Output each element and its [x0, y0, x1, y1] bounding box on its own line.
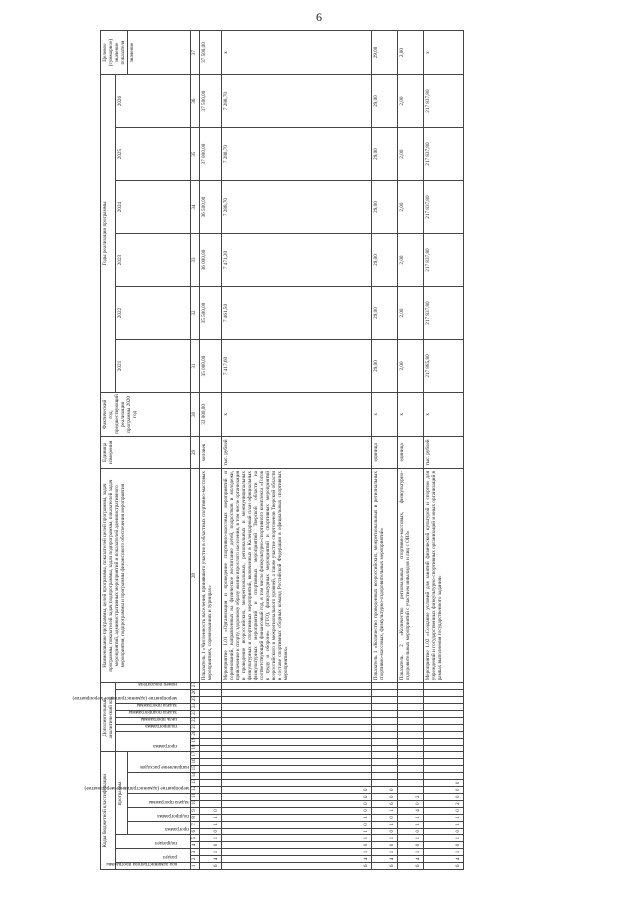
code-digit-cell: 6: [398, 863, 424, 870]
code-digit-cell: 1: [372, 807, 398, 814]
row-year-value: 7 471,20: [222, 234, 372, 287]
column-number: 9: [191, 807, 200, 814]
code-digit-cell: [222, 773, 372, 780]
row-target-value: 37 500,00: [200, 31, 222, 75]
code-digit-cell: [398, 759, 424, 766]
column-number: 7: [191, 821, 200, 828]
code-digit-cell: 1: [398, 835, 424, 842]
code-digit-cell: 0: [222, 787, 372, 794]
code-digit-cell: 0: [424, 787, 464, 794]
code-digit-cell: 0: [372, 842, 398, 849]
column-number: 20: [191, 731, 200, 738]
column-number: 27: [191, 683, 200, 690]
code-digit-cell: 4: [424, 856, 464, 863]
code-digit-cell: 1: [372, 849, 398, 856]
table-row: [222, 31, 372, 870]
code-digit-cell: 1: [424, 814, 464, 821]
row-year-value: 2,00: [398, 340, 424, 393]
column-number: 4: [191, 842, 200, 849]
row-unit: тыс. рублей: [424, 436, 464, 468]
column-number: 2: [191, 856, 200, 863]
code-digit-cell: [200, 800, 222, 807]
code-digit-cell: 4: [200, 856, 222, 863]
value-header: значение: [128, 31, 191, 75]
row-year-value: 7 417,60: [222, 340, 372, 393]
code-digit-cell: 0: [398, 800, 424, 807]
code-digit-cell: [424, 759, 464, 766]
row-year-value: 7 288,70: [222, 181, 372, 234]
program-table: [72, 30, 464, 870]
year-5-header: 2025: [116, 128, 191, 181]
code-digit-cell: [398, 711, 424, 718]
code-digit-cell: 0: [200, 842, 222, 849]
code-digit-cell: 0: [222, 800, 372, 807]
code-digit-cell: [424, 717, 464, 724]
code-digit-cell: [372, 745, 398, 752]
code-digit-cell: [372, 697, 398, 704]
row-year-value: 217 885,80: [424, 340, 464, 393]
row-year-value: 217 837,80: [424, 181, 464, 234]
code-digit-cell: [372, 717, 398, 724]
code-digit-cell: 0: [222, 807, 372, 814]
row-year-value: 29,00: [372, 181, 398, 234]
code-digit-cell: 2: [398, 794, 424, 801]
code-digit-cell: [222, 780, 372, 787]
budget-codes-header: Коды бюджетной классификации: [101, 752, 116, 870]
code-digit-cell: [222, 731, 372, 738]
sub2-header: подпрограмма: [145, 722, 177, 729]
code-digit-cell: 0: [398, 842, 424, 849]
row-year-value: 37 000,00: [200, 128, 222, 181]
code-digit-cell: 1: [424, 835, 464, 842]
row-base-value: 33 000,00: [200, 392, 222, 436]
row-name: Мероприятие 1.02 «Создание условий для занятий физической культурой и спортом для учреждений и государственных физкультурно-спортивных организаций и иных организаций в рамках выполнения государственного задания»: [424, 469, 464, 683]
name-header: Наименование программы, целей программы, показателей целей программы, задач программы, показателей задач подпрограммы, задач подпрограммы, показателей задач мероприятий, административных мероприятий и показателей административного мероприятия, подпрограммы и программы финансового обеспечения мероприятия: [101, 469, 191, 683]
code-digit-cell: [222, 752, 372, 759]
year-3-header: 2023: [116, 234, 191, 287]
code-digit-cell: [424, 738, 464, 745]
row-year-value: 29,00: [372, 287, 398, 340]
year-1-header: 2021: [116, 340, 191, 393]
code-digit-cell: 0: [424, 780, 464, 787]
code-digit-cell: [424, 683, 464, 690]
code-digit-cell: [398, 752, 424, 759]
code-digit-cell: 1: [200, 849, 222, 856]
admin-code-header: код администратора программы: [106, 861, 177, 867]
code-digit-cell: [398, 724, 424, 731]
column-number: 5: [191, 835, 200, 842]
code-digit-cell: [372, 724, 398, 731]
table-row: [372, 31, 398, 870]
row-year-value: 217 837,80: [424, 128, 464, 181]
row-year-value: 7 288,70: [222, 128, 372, 181]
code-digit-cell: [398, 690, 424, 697]
taskprog-header: задача подпрограммы: [128, 708, 177, 715]
code-digit-cell: [398, 683, 424, 690]
row-year-value: 2,00: [398, 234, 424, 287]
subprogram-code-header: подпрограмма: [157, 812, 189, 819]
code-digit-cell: [398, 745, 424, 752]
code-digit-cell: [200, 794, 222, 801]
code-digit-cell: [222, 738, 372, 745]
column-number: 19: [191, 738, 200, 745]
column-number: 34: [191, 181, 200, 234]
column-number: 21: [191, 724, 200, 731]
row-year-value: 2,00: [398, 75, 424, 128]
code-digit-cell: 1: [398, 821, 424, 828]
code-digit-cell: [200, 697, 222, 704]
code-digit-cell: 0: [372, 794, 398, 801]
unit-header: Единица измерения: [101, 436, 191, 468]
code-digit-cell: [372, 766, 398, 773]
row-name: Мероприятие 1.01 «Организация и проведение спортивно-массовых мероприятий и соревнований, направленных на физическое воспитание детей, подростков и молодежи, привлечение к спорту, здоровому образу жизни взрослого населения, в том числе организация и проведение всероссийских, межрегиональных, региональных и межмуниципальных физкультурных и спортивных мероприятий, включенных в Календарный план официальных физкультурных мероприятий и спортивных мероприятий Тверской области на соответствующий финансовый год, в том числе физкультурно-спортивного комплекса «Готов к труду и обороне» (ГТО), физкультурных мероприятий и спортивных мероприятий всероссийского и межрегионального уровней, а также участие спортсменов Тверской области в составе спортивных сборных команд Российской Федерации в официальных спортивных мероприятиях»: [222, 469, 372, 683]
code-digit-cell: [372, 759, 398, 766]
code-digit-cell: 6: [222, 863, 372, 870]
code-digit-cell: [398, 738, 424, 745]
table-row: [200, 31, 222, 870]
column-number: 8: [191, 814, 200, 821]
code-digit-cell: 0: [424, 828, 464, 835]
row-target-value: x: [424, 31, 464, 75]
row-year-value: 29,00: [372, 128, 398, 181]
row-base-value: x: [222, 392, 372, 436]
column-number: 18: [191, 745, 200, 752]
row-year-value: 7 461,50: [222, 287, 372, 340]
code-digit-cell: 6: [372, 800, 398, 807]
column-number: 6: [191, 828, 200, 835]
code-digit-cell: 1: [398, 814, 424, 821]
column-number: 17: [191, 752, 200, 759]
code-digit-cell: 1: [222, 814, 372, 821]
row-base-value: x: [424, 392, 464, 436]
code-digit-cell: [398, 766, 424, 773]
code-digit-cell: [372, 752, 398, 759]
code-digit-cell: [424, 731, 464, 738]
code-digit-cell: [372, 731, 398, 738]
code-digit-cell: 0: [372, 828, 398, 835]
code-digit-cell: 1: [222, 835, 372, 842]
row-unit: человек: [200, 436, 222, 468]
code-digit-cell: [398, 787, 424, 794]
code-digit-cell: [398, 780, 424, 787]
year-6-header: 2026: [116, 75, 191, 128]
target-value-header: Целевое (суммарное) значение показателя: [101, 31, 128, 75]
code-digit-cell: [200, 724, 222, 731]
row-name: Показатель 1 «Численность населения, принявшего участие в областных спортивно-массовых мероприятиях, соревнованиях и турнирах»: [200, 469, 222, 683]
code-digit-cell: 0: [372, 814, 398, 821]
code-digit-cell: [424, 724, 464, 731]
code-digit-cell: 0: [398, 828, 424, 835]
code-digit-cell: [424, 704, 464, 711]
code-digit-cell: 1: [200, 814, 222, 821]
code-digit-cell: [222, 766, 372, 773]
column-number: 32: [191, 287, 200, 340]
row-year-value: 217 837,80: [424, 234, 464, 287]
code-digit-cell: 0: [222, 821, 372, 828]
code-digit-cell: 0: [222, 842, 372, 849]
code-digit-cell: 0: [424, 794, 464, 801]
base-year-header: Фактический год, предшествующий реализации программы 2020 год: [101, 392, 191, 436]
column-number: 37: [191, 31, 200, 75]
row-year-value: 36 500,00: [200, 181, 222, 234]
column-number: 16: [191, 759, 200, 766]
code-digit-cell: [200, 766, 222, 773]
column-numbers-row: [191, 31, 200, 870]
code-digit-cell: [372, 780, 398, 787]
code-digit-cell: [200, 773, 222, 780]
column-number: 12: [191, 787, 200, 794]
code-digit-cell: [424, 711, 464, 718]
code-digit-cell: 1: [200, 821, 222, 828]
code-digit-cell: 6: [200, 863, 222, 870]
column-number: 30: [191, 392, 200, 436]
row-unit: единица: [372, 436, 398, 468]
row-target-value: x: [222, 31, 372, 75]
code-digit-cell: [222, 683, 372, 690]
table-row: [424, 31, 464, 870]
row-year-value: 2,00: [398, 128, 424, 181]
code-digit-cell: 6: [424, 863, 464, 870]
code-digit-cell: [200, 745, 222, 752]
year-4-header: 2024: [116, 181, 191, 234]
column-number: 36: [191, 75, 200, 128]
row-target-value: 29,00: [372, 31, 398, 75]
program-table-sheet: [72, 30, 600, 870]
column-number: 10: [191, 800, 200, 807]
column-number: 26: [191, 690, 200, 697]
column-number: 14: [191, 773, 200, 780]
row-year-value: 36 000,00: [200, 234, 222, 287]
program-rows: [200, 31, 464, 870]
code-digit-cell: [424, 690, 464, 697]
column-number: 13: [191, 780, 200, 787]
column-number: 22: [191, 717, 200, 724]
code-digit-cell: [398, 697, 424, 704]
row-year-value: 2,00: [398, 181, 424, 234]
code-digit-cell: [222, 759, 372, 766]
code-digit-cell: [398, 731, 424, 738]
code-digit-cell: [372, 711, 398, 718]
code-digit-cell: 0: [200, 807, 222, 814]
column-number: 33: [191, 234, 200, 287]
column-number: 24: [191, 704, 200, 711]
code-digit-cell: [222, 690, 372, 697]
task-code-header: задача программы: [148, 798, 189, 805]
column-number: 15: [191, 766, 200, 773]
row-unit: тыс. рублей: [222, 436, 372, 468]
code-digit-cell: 1: [222, 828, 372, 835]
row-year-value: 2,00: [398, 287, 424, 340]
row-year-value: 35 000,00: [200, 340, 222, 393]
code-digit-cell: 1: [424, 821, 464, 828]
target-codes-header: программа: [116, 752, 128, 835]
years-header: Годы реализации программы: [101, 75, 116, 393]
code-digit-cell: [200, 738, 222, 745]
code-digit-cell: 6: [372, 863, 398, 870]
code-digit-cell: 4: [398, 856, 424, 863]
code-digit-cell: [222, 704, 372, 711]
table-row: [398, 31, 424, 870]
column-number: 29: [191, 436, 200, 468]
code-digit-cell: [200, 752, 222, 759]
code-digit-cell: [222, 711, 372, 718]
column-number: 35: [191, 128, 200, 181]
column-number: 25: [191, 697, 200, 704]
code-digit-cell: 1: [222, 849, 372, 856]
page-number: 6: [316, 10, 322, 24]
section-header: раздел: [162, 854, 177, 861]
code-digit-cell: [200, 787, 222, 794]
column-number: 3: [191, 849, 200, 856]
subsection-header: подраздел: [154, 840, 177, 847]
row-year-value: 29,00: [372, 75, 398, 128]
column-number: 23: [191, 711, 200, 718]
row-year-value: 37 500,00: [200, 75, 222, 128]
code-digit-cell: [398, 773, 424, 780]
row-name: Показатель 1 «Количество проведенных всероссийских, межрегиональных и региональных спортивно-массовых, физкультурно-оздоровительных мероприятий»: [372, 469, 398, 683]
direction-code-header: направление расходов: [140, 764, 189, 771]
row-year-value: 29,00: [372, 234, 398, 287]
event-header: мероприятие (административное мероприятие): [72, 695, 177, 702]
row-unit: единица: [398, 436, 424, 468]
code-digit-cell: 0: [424, 842, 464, 849]
row-target-value: 2,00: [398, 31, 424, 75]
row-year-value: 7 288,70: [222, 75, 372, 128]
code-digit-cell: [424, 766, 464, 773]
code-digit-cell: 4: [222, 856, 372, 863]
row-year-value: 35 500,00: [200, 287, 222, 340]
code-digit-cell: [424, 752, 464, 759]
code-digit-cell: 0: [200, 828, 222, 835]
code-digit-cell: [372, 690, 398, 697]
extra-code-header: Дополнительный аналитический код: [101, 683, 116, 752]
code-digit-cell: [222, 745, 372, 752]
indicator-header: номер показателя: [138, 681, 177, 688]
code-digit-cell: [372, 738, 398, 745]
code-digit-cell: [222, 717, 372, 724]
code-digit-cell: [398, 704, 424, 711]
code-digit-cell: 1: [424, 849, 464, 856]
code-digit-cell: [222, 697, 372, 704]
code-digit-cell: [200, 704, 222, 711]
code-digit-cell: [200, 690, 222, 697]
code-digit-cell: [372, 773, 398, 780]
row-year-value: 217 837,80: [424, 287, 464, 340]
code-digit-cell: 1: [200, 835, 222, 842]
block-code-header: мероприятие (административное мероприятие): [84, 785, 189, 792]
code-digit-cell: [424, 745, 464, 752]
code-digit-cell: 0: [222, 794, 372, 801]
year-2-header: 2022: [116, 287, 191, 340]
task-header: задача программы: [136, 702, 177, 708]
row-year-value: 29,00: [372, 340, 398, 393]
target-header: цель программы: [140, 715, 177, 722]
code-digit-cell: 0: [424, 807, 464, 814]
row-year-value: 217 837,80: [424, 75, 464, 128]
row-base-value: x: [398, 392, 424, 436]
code-digit-cell: [200, 717, 222, 724]
code-digit-cell: [200, 731, 222, 738]
code-digit-cell: 0: [372, 787, 398, 794]
code-digit-cell: [222, 724, 372, 731]
code-digit-cell: 1: [372, 821, 398, 828]
code-digit-cell: [372, 683, 398, 690]
column-number: 28: [191, 469, 200, 683]
column-number: 11: [191, 794, 200, 801]
row-base-value: x: [372, 392, 398, 436]
code-digit-cell: 1: [398, 849, 424, 856]
column-number: 1: [191, 863, 200, 870]
code-digit-cell: [424, 773, 464, 780]
code-digit-cell: [424, 697, 464, 704]
row-name: Показатель 2 «Количество региональных спортивно-массовых, физкультурно-оздоровительных мероприятий с участием инвалидов и лиц с ОВЗ»: [398, 469, 424, 683]
code-digit-cell: [200, 683, 222, 690]
code-digit-cell: [398, 717, 424, 724]
code-digit-cell: 4: [372, 856, 398, 863]
column-number: 31: [191, 340, 200, 393]
code-digit-cell: [200, 711, 222, 718]
code-digit-cell: 2: [424, 800, 464, 807]
code-digit-cell: [372, 704, 398, 711]
code-digit-cell: 1: [372, 835, 398, 842]
prog2-header: программа: [153, 743, 177, 750]
program-code-header: программа: [165, 826, 189, 833]
code-digit-cell: 4: [398, 807, 424, 814]
code-digit-cell: [200, 780, 222, 787]
code-digit-cell: [200, 759, 222, 766]
